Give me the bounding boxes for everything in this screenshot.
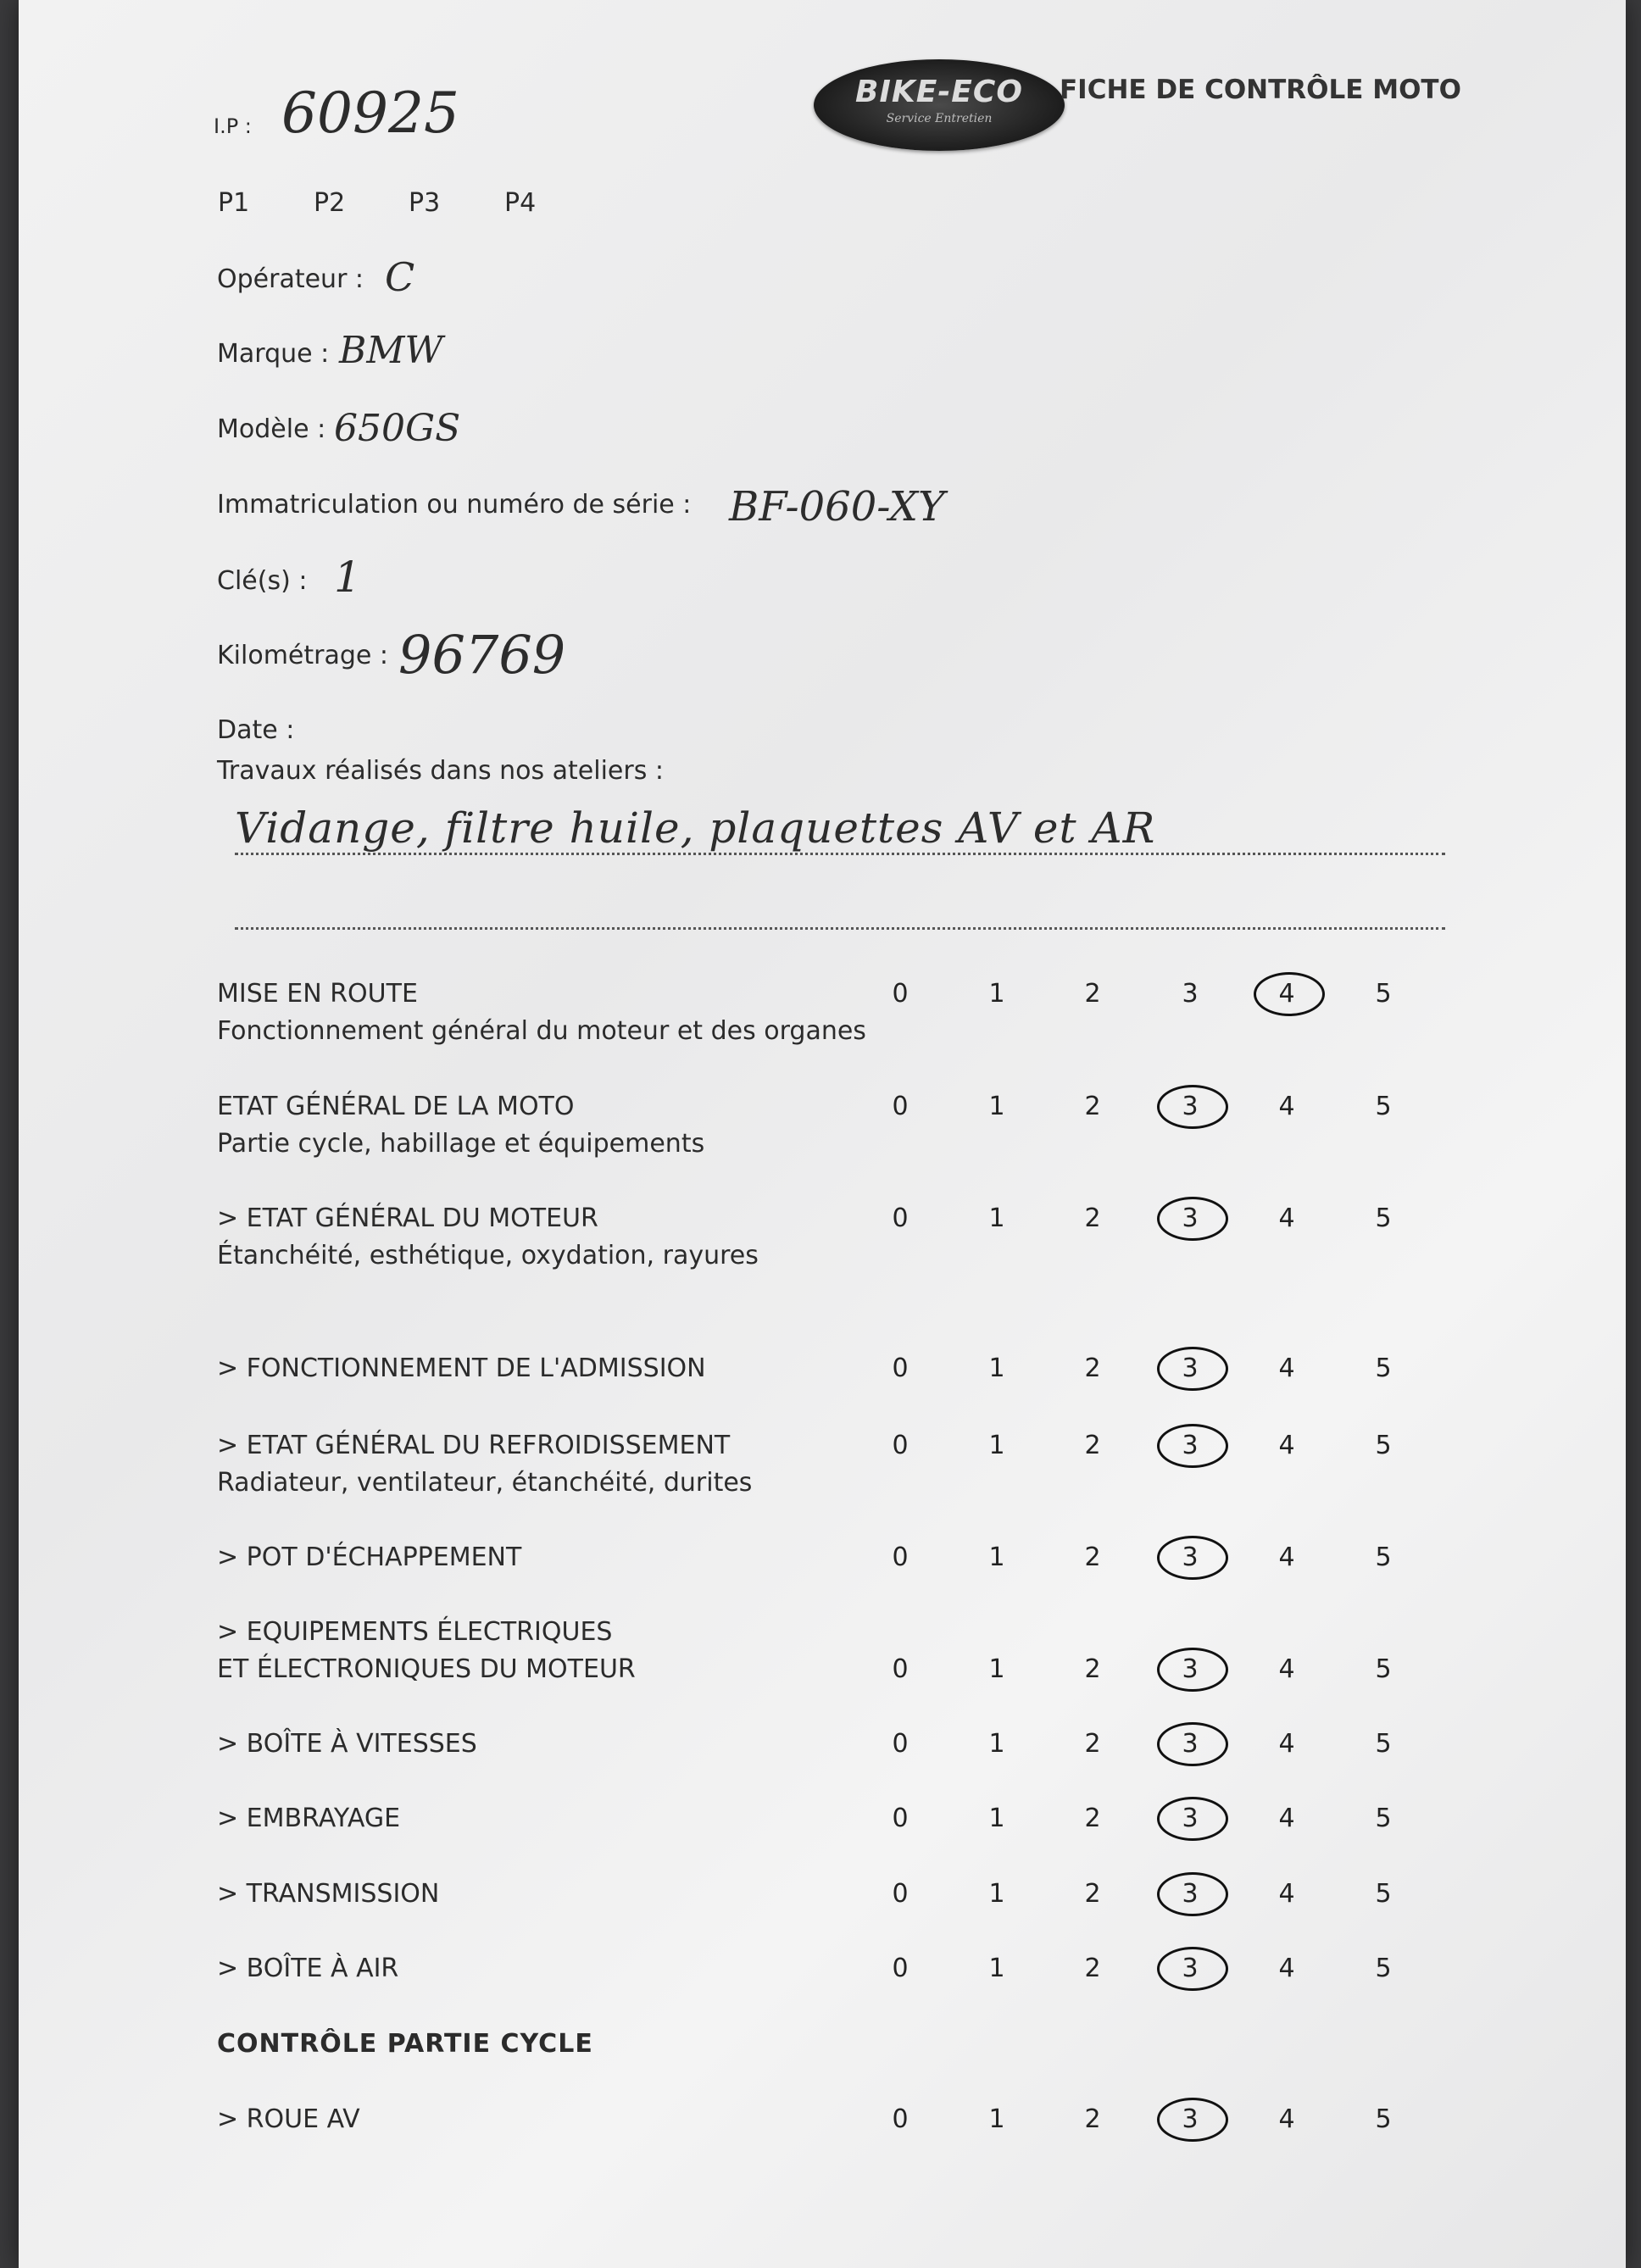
item-title: > BOÎTE À AIR xyxy=(217,1954,399,1983)
registration-value: BF-060-XY xyxy=(729,483,945,531)
score-option[interactable]: 5 xyxy=(1375,1804,1392,1833)
score-option[interactable]: 4 xyxy=(1278,1354,1295,1383)
selected-score-circle xyxy=(1157,1197,1228,1241)
score-option[interactable]: 5 xyxy=(1375,1654,1392,1684)
score-option[interactable]: 2 xyxy=(1084,1203,1101,1233)
score-option[interactable]: 1 xyxy=(988,1354,1005,1383)
brand-value: BMW xyxy=(339,329,443,372)
score-option[interactable]: 1 xyxy=(988,1203,1005,1233)
score-option[interactable]: 5 xyxy=(1375,1203,1392,1233)
score-option[interactable]: 2 xyxy=(1084,1729,1101,1759)
score-option[interactable]: 4 xyxy=(1278,1954,1295,1983)
score-option[interactable]: 3 xyxy=(1182,2104,1199,2134)
item-subtitle: Étanchéité, esthétique, oxydation, rayures xyxy=(217,1241,759,1270)
score-option[interactable]: 5 xyxy=(1375,1729,1392,1759)
item-title: > ETAT GÉNÉRAL DU REFROIDISSEMENT xyxy=(217,1431,731,1460)
score-option[interactable]: 1 xyxy=(988,1092,1005,1121)
date-label: Date : xyxy=(217,715,295,745)
score-option[interactable]: 1 xyxy=(988,1879,1005,1909)
score-option[interactable]: 4 xyxy=(1278,1654,1295,1684)
score-option[interactable]: 3 xyxy=(1182,1804,1199,1833)
score-option[interactable]: 1 xyxy=(988,1729,1005,1759)
score-option[interactable]: 2 xyxy=(1084,1354,1101,1383)
item-title: > ROUE AV xyxy=(217,2104,360,2134)
item-title: > TRANSMISSION xyxy=(217,1879,440,1909)
operator-label: Opérateur : xyxy=(217,264,364,294)
score-option[interactable]: 2 xyxy=(1084,2104,1101,2134)
score-option[interactable]: 3 xyxy=(1182,1431,1199,1460)
score-option[interactable]: 0 xyxy=(892,1354,909,1383)
selected-score-circle xyxy=(1157,1872,1228,1916)
score-option[interactable]: 2 xyxy=(1084,1954,1101,1983)
selected-score-circle xyxy=(1157,1722,1228,1766)
score-option[interactable]: 3 xyxy=(1182,1543,1199,1572)
score-option[interactable]: 5 xyxy=(1375,1954,1392,1983)
item-title: > ETAT GÉNÉRAL DU MOTEUR xyxy=(217,1203,598,1233)
score-option[interactable]: 2 xyxy=(1084,1431,1101,1460)
score-option[interactable]: 1 xyxy=(988,1543,1005,1572)
mileage-value: 96769 xyxy=(398,624,566,686)
logo-text: BIKE-ECO xyxy=(855,75,1023,109)
id-value: 60925 xyxy=(281,81,459,146)
score-option[interactable]: 3 xyxy=(1182,979,1199,1009)
score-option[interactable]: 0 xyxy=(892,1879,909,1909)
score-option[interactable]: 0 xyxy=(892,1654,909,1684)
selected-score-circle xyxy=(1157,1947,1228,1991)
score-option[interactable]: 0 xyxy=(892,1203,909,1233)
score-option[interactable]: 0 xyxy=(892,1431,909,1460)
score-option[interactable]: 2 xyxy=(1084,1543,1101,1572)
score-option[interactable]: 0 xyxy=(892,1092,909,1121)
score-option[interactable]: 4 xyxy=(1278,1879,1295,1909)
score-option[interactable]: 1 xyxy=(988,979,1005,1009)
keys-label: Clé(s) : xyxy=(217,566,308,596)
item-subtitle: Fonctionnement général du moteur et des organes xyxy=(217,1016,866,1046)
position-p2: P2 xyxy=(314,188,346,218)
works-value: Vidange, filtre huile, plaquettes AV et AR xyxy=(235,803,1156,853)
item-title: > EQUIPEMENTS ÉLECTRIQUES xyxy=(217,1617,613,1647)
score-option[interactable]: 2 xyxy=(1084,1092,1101,1121)
score-option[interactable]: 3 xyxy=(1182,1092,1199,1121)
score-option[interactable]: 2 xyxy=(1084,979,1101,1009)
score-option[interactable]: 5 xyxy=(1375,1879,1392,1909)
item-title: > POT D'ÉCHAPPEMENT xyxy=(217,1543,522,1572)
score-option[interactable]: 5 xyxy=(1375,1431,1392,1460)
score-option[interactable]: 3 xyxy=(1182,1954,1199,1983)
id-label: I.P : xyxy=(214,114,252,138)
score-option[interactable]: 3 xyxy=(1182,1879,1199,1909)
score-option[interactable]: 4 xyxy=(1278,979,1295,1009)
works-label: Travaux réalisés dans nos ateliers : xyxy=(217,756,664,786)
score-option[interactable]: 0 xyxy=(892,979,909,1009)
score-option[interactable]: 4 xyxy=(1278,1431,1295,1460)
operator-value: C xyxy=(385,254,415,300)
model-label: Modèle : xyxy=(217,414,326,444)
score-option[interactable]: 5 xyxy=(1375,2104,1392,2134)
section-cycle-title: CONTRÔLE PARTIE CYCLE xyxy=(217,2029,593,2059)
brand-label: Marque : xyxy=(217,339,330,369)
score-option[interactable]: 4 xyxy=(1278,1729,1295,1759)
score-option[interactable]: 4 xyxy=(1278,1543,1295,1572)
works-line-2 xyxy=(235,927,1445,930)
selected-score-circle xyxy=(1157,1648,1228,1692)
model-value: 650GS xyxy=(334,407,461,450)
score-option[interactable]: 0 xyxy=(892,1729,909,1759)
keys-value: 1 xyxy=(334,553,361,602)
item-title: > FONCTIONNEMENT DE L'ADMISSION xyxy=(217,1354,706,1383)
score-option[interactable]: 0 xyxy=(892,1954,909,1983)
score-option[interactable]: 1 xyxy=(988,1954,1005,1983)
position-p4: P4 xyxy=(504,188,537,218)
item-title: ETAT GÉNÉRAL DE LA MOTO xyxy=(217,1092,575,1121)
score-option[interactable]: 3 xyxy=(1182,1654,1199,1684)
score-option[interactable]: 2 xyxy=(1084,1804,1101,1833)
logo-subtext: Service Entretien xyxy=(886,112,993,125)
works-line-1 xyxy=(235,853,1445,855)
score-option[interactable]: 5 xyxy=(1375,1543,1392,1572)
item-title: > BOÎTE À VITESSES xyxy=(217,1729,477,1759)
selected-score-circle xyxy=(1157,1347,1228,1391)
score-option[interactable]: 1 xyxy=(988,2104,1005,2134)
score-option[interactable]: 2 xyxy=(1084,1879,1101,1909)
score-option[interactable]: 0 xyxy=(892,1543,909,1572)
score-option[interactable]: 3 xyxy=(1182,1729,1199,1759)
bike-eco-logo xyxy=(814,59,1065,151)
position-p3: P3 xyxy=(409,188,441,218)
score-option[interactable]: 1 xyxy=(988,1804,1005,1833)
selected-score-circle xyxy=(1157,1424,1228,1468)
item-title: > EMBRAYAGE xyxy=(217,1804,401,1833)
score-option[interactable]: 1 xyxy=(988,1654,1005,1684)
score-option[interactable]: 4 xyxy=(1278,1092,1295,1121)
score-option[interactable]: 5 xyxy=(1375,979,1392,1009)
selected-score-circle xyxy=(1157,1797,1228,1841)
selected-score-circle xyxy=(1157,1536,1228,1580)
score-option[interactable]: 4 xyxy=(1278,2104,1295,2134)
score-option[interactable]: 4 xyxy=(1278,1804,1295,1833)
score-option[interactable]: 4 xyxy=(1278,1203,1295,1233)
selected-score-circle xyxy=(1254,972,1325,1016)
score-option[interactable]: 0 xyxy=(892,2104,909,2134)
score-option[interactable]: 3 xyxy=(1182,1354,1199,1383)
position-p1: P1 xyxy=(218,188,250,218)
sheet-title: FICHE DE CONTRÔLE MOTO xyxy=(1060,75,1461,105)
item-subtitle: Partie cycle, habillage et équipements xyxy=(217,1129,705,1159)
score-option[interactable]: 5 xyxy=(1375,1092,1392,1121)
score-option[interactable]: 0 xyxy=(892,1804,909,1833)
item-subtitle: ET ÉLECTRONIQUES DU MOTEUR xyxy=(217,1654,636,1684)
mileage-label: Kilométrage : xyxy=(217,641,389,670)
score-option[interactable]: 5 xyxy=(1375,1354,1392,1383)
score-option[interactable]: 2 xyxy=(1084,1654,1101,1684)
control-sheet xyxy=(19,0,1626,2268)
item-title: MISE EN ROUTE xyxy=(217,979,418,1009)
registration-label: Immatriculation ou numéro de série : xyxy=(217,490,692,520)
score-option[interactable]: 1 xyxy=(988,1431,1005,1460)
selected-score-circle xyxy=(1157,2098,1228,2142)
selected-score-circle xyxy=(1157,1085,1228,1129)
score-option[interactable]: 3 xyxy=(1182,1203,1199,1233)
item-subtitle: Radiateur, ventilateur, étanchéité, durites xyxy=(217,1468,753,1498)
